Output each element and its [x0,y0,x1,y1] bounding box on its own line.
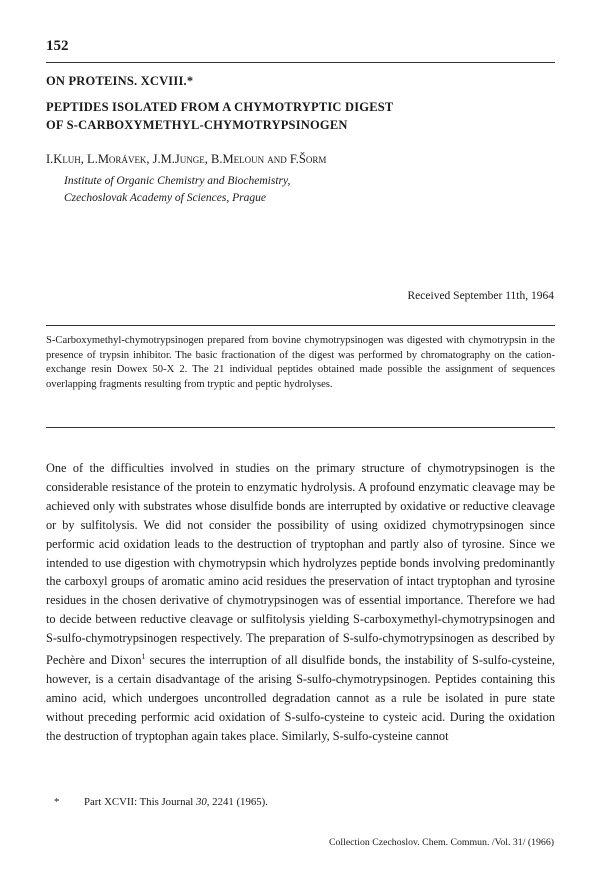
authors: I.Kluh, L.Morávek, J.M.Junge, B.Meloun and F.Šorm [46,152,327,166]
footnote-text [84,796,268,808]
footnote-suffix: , 2241 (1965). [206,796,268,808]
body-text [46,459,555,746]
footnote-volume: 30 [195,796,207,808]
abstract: S-Carboxymethyl-chymotrypsinogen prepared from bovine chymotrypsinogen was digested with chymotrypsin in the presence of trypsin inhibitor. The basic fractionation of the digest was performed by chromatography on the cation-exchange resin Dowex 50-X 2. The 21 individual peptides obtained made possible the assignment of sequences overlapping fragments resulting from tryptic and peptic hydrolyses. [46,335,555,390]
body-text-part-2: secures the interruption of all disulfide bonds, the instability of S-sulfo-cysteine, however, is a certain disadvantage of the arising S-sulfo-chymotrypsinogen. Peptides containing this amino acid, which undergoes uncontrolled degradation cannot as a rule be isolated in pure state without preceding performic acid oxidation of S-sulfo-cysteine to cysteic acid. During the oxidation the destruction of tryptophan again takes place. Similarly, S-sulfo-cysteine cannot [46,653,555,743]
abstract-top-rule [46,325,555,326]
affiliation-line: Czechoslovak Academy of Sciences, Prague [64,192,266,204]
journal-citation: Collection Czechoslov. Chem. Commun. /Vol. 31/ (1966) [328,837,554,848]
title-line: PEPTIDES ISOLATED FROM A CHYMOTRYPTIC DIGEST [46,100,394,114]
received-date: Received September 11th, 1964 [407,290,554,302]
footnote [54,796,268,808]
affiliation [64,173,290,207]
page-number: 152 [46,38,69,54]
series-title: ON PROTEINS. XCVIII.* [46,74,194,88]
abstract-bottom-rule [46,427,555,428]
footnote-mark: * [54,796,60,808]
reference-marker[interactable]: 1 [141,652,146,662]
body-paragraph [46,459,555,746]
header-rule [46,62,555,63]
title-line: OF S-CARBOXYMETHYL-CHYMOTRYPSINOGEN [46,118,348,132]
footnote-prefix: Part XCVII: This Journal [84,796,196,808]
article-title [46,98,393,134]
affiliation-line: Institute of Organic Chemistry and Biochemistry, [64,175,291,187]
body-text-part-1: One of the difficulties involved in studies on the primary structure of chymotrypsinogen is the considerable resistance of the protein to enzymatic hydrolysis. A profound enzymatic cleavage may be achieved only with substrates whose disulfide bonds are interrupted by oxidative or reductive cleavage or by sulfitolysis. We did not consider the possibility of using oxidized chymotrypsinogen since performic acid oxidation leads to the destruction of tryptophan and partly also of tyrosine. Since we intended to use digestion with chymotrypsin which hydrolyzes peptide bonds involving predominantly the carboxyl groups of aromatic amino acid residues the preservation of intact tryptophan and tyrosine residues in the chosen derivative of chymotrypsinogen was of essential importance. Therefore we had to decide between reductive cleavage or sulfitolysis yielding S-carboxymethyl-chymotrypsinogen and S-sulfo-chymotrypsinogen respectively. The preparation of S-sulfo-chymotrypsinogen as described by Pechère and Dixon [46,461,555,668]
